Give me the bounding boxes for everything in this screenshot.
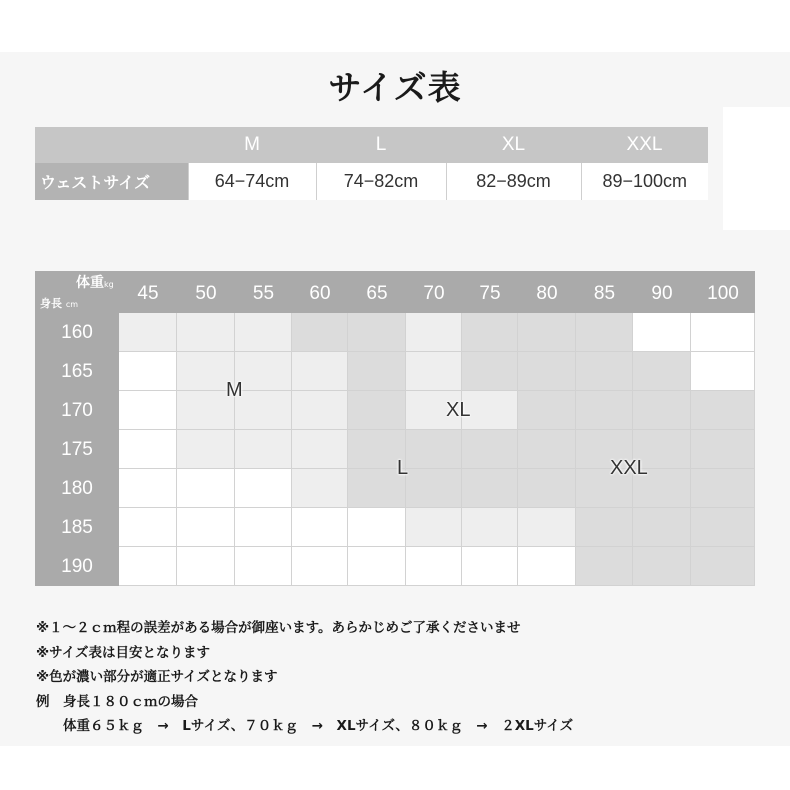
chart-cell: [633, 391, 691, 430]
chart-cell: [462, 469, 518, 508]
height-tick: 160: [61, 322, 93, 343]
chart-cell: [348, 352, 406, 391]
chart-cell: [292, 313, 348, 352]
decorative-box: [723, 107, 790, 230]
chart-cell: [235, 469, 292, 508]
chart-cell: [462, 313, 518, 352]
chart-cell: [406, 313, 462, 352]
chart-cell: [406, 547, 462, 586]
chart-cell: [119, 430, 177, 469]
height-tick: 190: [61, 556, 93, 577]
chart-cell: [119, 391, 177, 430]
waist-size-table: [35, 127, 708, 200]
note-line: ※１～２ｃｍ程の誤差がある場合が御座います。あらかじめご了承くださいませ: [36, 620, 521, 636]
chart-cell: [292, 547, 348, 586]
weight-tick: 70: [423, 283, 445, 304]
height-tick: 175: [61, 439, 93, 460]
chart-cell: [691, 313, 755, 352]
size-label-xl: XL: [446, 399, 471, 421]
height-tick: 165: [61, 361, 93, 382]
chart-cell: [691, 430, 755, 469]
chart-cell: [576, 547, 633, 586]
chart-cell: [235, 391, 292, 430]
waist-value-xl: 82−89cm: [446, 163, 581, 200]
chart-cell: [348, 508, 406, 547]
chart-cell: [691, 352, 755, 391]
chart-cell: [119, 547, 177, 586]
table-corner: [35, 127, 188, 163]
chart-cell: [292, 430, 348, 469]
chart-cell: [292, 508, 348, 547]
chart-cell: [576, 313, 633, 352]
height-tick: 185: [61, 517, 93, 538]
chart-cell: [518, 313, 576, 352]
chart-cell: [576, 508, 633, 547]
chart-cell: [235, 430, 292, 469]
note-line: ※色が濃い部分が適正サイズとなります: [36, 669, 278, 685]
chart-cell: [177, 508, 235, 547]
height-axis-label: 身長 cm: [40, 297, 79, 310]
weight-tick: 65: [366, 283, 388, 304]
weight-tick: 45: [137, 283, 159, 304]
weight-tick: 55: [252, 283, 275, 304]
chart-cell: [691, 547, 755, 586]
chart-cell: [691, 508, 755, 547]
chart-cell: [177, 430, 235, 469]
chart-cell: [406, 508, 462, 547]
chart-cell: [462, 547, 518, 586]
chart-cell: [633, 313, 691, 352]
chart-cell: [576, 352, 633, 391]
chart-cell: [292, 469, 348, 508]
chart-cell: [348, 313, 406, 352]
chart-cell: [406, 352, 462, 391]
chart-cell: [292, 352, 348, 391]
note-line: 体重６５ｋｇ → Lサイズ、７０ｋｇ → XLサイズ、８０ｋｇ → ２XLサイズ: [36, 718, 574, 734]
chart-cell: [235, 508, 292, 547]
waist-value-xxl: 89−100cm: [581, 163, 708, 200]
note-line: ※サイズ表は目安となります: [36, 644, 211, 661]
chart-cell: [518, 352, 576, 391]
chart-cell: [177, 547, 235, 586]
chart-cell: [119, 508, 177, 547]
weight-tick: 60: [309, 283, 331, 304]
chart-cell: [576, 391, 633, 430]
weight-tick: 75: [479, 283, 501, 304]
weight-tick: 50: [195, 283, 217, 304]
chart-cell: [119, 469, 177, 508]
note-line: 例 身長１８０ｃｍの場合: [36, 693, 198, 710]
chart-cell: [119, 352, 177, 391]
chart-cell: [119, 313, 177, 352]
chart-cell: [292, 391, 348, 430]
chart-cell: [177, 313, 235, 352]
notes-section: [36, 616, 573, 739]
chart-cell: [518, 547, 576, 586]
chart-cell: [518, 391, 576, 430]
weight-tick: 100: [707, 283, 739, 304]
chart-cell: [235, 313, 292, 352]
chart-cell: [348, 547, 406, 586]
size-header-l: L: [316, 127, 446, 163]
chart-cell: [633, 547, 691, 586]
chart-cell: [633, 508, 691, 547]
waist-value-l: 74−82cm: [316, 163, 446, 200]
height-tick: 180: [61, 478, 93, 499]
weight-axis-label: 体重kg: [76, 275, 114, 291]
size-header-xxl: XXL: [581, 127, 708, 163]
size-header-m: M: [188, 127, 316, 163]
page-title: サイズ表: [328, 68, 462, 107]
chart-cell: [633, 352, 691, 391]
chart-cell: [518, 430, 576, 469]
chart-cell: [518, 508, 576, 547]
size-label-m: M: [226, 379, 243, 401]
chart-cell: [691, 391, 755, 430]
chart-cell: [462, 430, 518, 469]
chart-cell: [691, 469, 755, 508]
waist-row-label: ウェストサイズ: [35, 163, 188, 200]
height-tick: 170: [61, 400, 93, 421]
chart-cell: [462, 508, 518, 547]
weight-tick: 80: [536, 283, 558, 304]
chart-cell: [235, 547, 292, 586]
size-label-xxl: XXL: [610, 457, 648, 479]
waist-value-m: 64−74cm: [188, 163, 316, 200]
size-label-l: L: [397, 457, 409, 479]
chart-cell: [348, 391, 406, 430]
chart-cell: [235, 352, 292, 391]
weight-tick: 85: [593, 283, 616, 304]
chart-cell: [177, 469, 235, 508]
weight-tick: 90: [651, 283, 673, 304]
chart-cell: [462, 352, 518, 391]
chart-cell: [518, 469, 576, 508]
size-chart-grid: [35, 271, 755, 586]
chart-cell: [406, 469, 462, 508]
chart-cell: [406, 430, 462, 469]
size-header-xl: XL: [446, 127, 581, 163]
